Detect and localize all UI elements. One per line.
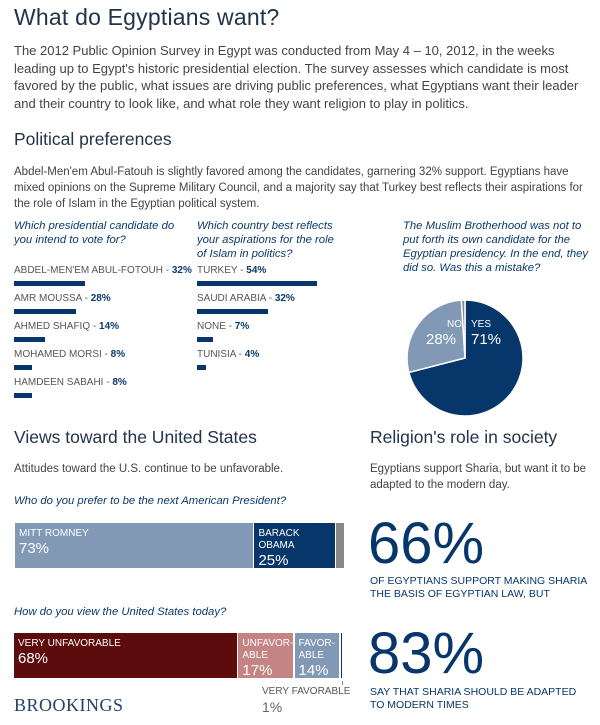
stacked-segment — [341, 633, 343, 678]
stacked-segment — [14, 633, 237, 678]
bar-value: 14% — [99, 321, 120, 332]
segment-name: VERY UNFAVORABLE — [18, 638, 121, 649]
bar — [197, 337, 213, 342]
bar-category: SAUDI ARABIA — [197, 293, 266, 304]
us-text: Attitudes toward the U.S. continue to be unfavorable. — [14, 463, 284, 475]
page-title: What do Egyptians want? — [14, 4, 280, 30]
segment-value: 73% — [19, 540, 50, 557]
segment-name: BARACK OBAMA — [258, 528, 300, 551]
bar-value: 32% — [171, 265, 192, 276]
stacked-segment — [254, 523, 335, 568]
segment-name: UNFAVOR-ABLE — [242, 638, 293, 661]
bar-value: 8% — [110, 349, 126, 360]
brotherhood-question: The Muslim Brotherhood was not to put forth its own candidate for the Egyptian presidency. In the end, they did so. Was this a mistake? — [403, 220, 589, 274]
bar-category: AMR MOUSSA — [14, 293, 82, 304]
bar — [14, 337, 45, 342]
bar-label: SAUDI ARABIA - 32% — [197, 293, 295, 304]
bar — [14, 365, 32, 370]
bar-value: 54% — [246, 265, 267, 276]
us-heading: Views toward the United States — [14, 427, 257, 447]
bar-category: TUNISIA — [197, 349, 236, 360]
country-question: Which country best reflects your aspirations for the role of Islam in politics? — [197, 220, 334, 260]
sharia-modern-caption: SAY THAT SHARIA SHOULD BE ADAPTED TO MODERN TIMES — [370, 686, 577, 711]
religion-text: Egyptians support Sharia, but want it to be adapted to the modern day. — [370, 463, 587, 491]
stacked-segment — [238, 633, 293, 678]
bar-value: 8% — [112, 377, 127, 388]
bar — [14, 281, 85, 286]
stacked-segment — [336, 523, 344, 568]
candidate-question: Which presidential candidate do you intend to vote for? — [14, 220, 175, 246]
intro-text: The 2012 Public Opinion Survey in Egypt was conducted from May 4 – 10, 2012, in the weeks leading up to Egypt's historic presidential election. The survey assesses which candidate is most favored by the public, what issues are driving public preferences, what Egyptians want their leader and their country to look like, and what role they want religion to play in politics. — [14, 43, 579, 111]
bar-label: AHMED SHAFIQ - 14% — [14, 321, 120, 332]
political-text: Abdel-Men'em Abul-Fatouh is slightly favored among the candidates, garnering 32% support. Egyptians have mixed opinions on the Supreme Military Council, and a majority say that Turkey best reflects their aspirations for the role of Islam in the Egyptian political system. — [14, 166, 583, 210]
religion-heading: Religion's role in society — [370, 427, 558, 447]
stacked-segment — [295, 633, 340, 678]
president-stacked-bar — [15, 523, 343, 568]
bar-category: AHMED SHAFIQ — [14, 321, 91, 332]
segment-value: 25% — [258, 552, 289, 568]
bar-label: ABDEL-MEN'EM ABUL-FOTOUH - 32% — [14, 265, 192, 276]
political-heading: Political preferences — [14, 129, 172, 149]
segment-name: MITT ROMNEY — [19, 528, 89, 539]
bar-label: TURKEY - 54% — [197, 265, 267, 276]
pie-yes-value: 71% — [471, 331, 502, 348]
segment-value: 17% — [242, 662, 273, 678]
bar-category: TURKEY — [197, 265, 238, 276]
sharia-modern-stat: 83% — [368, 621, 485, 686]
sharia-basis-caption: OF EGYPTIANS SUPPORT MAKING SHARIA THE BASIS OF EGYPTIAN LAW, BUT — [370, 575, 587, 600]
very-favorable-value: 1% — [262, 699, 283, 715]
bar-value: 4% — [244, 349, 260, 360]
stacked-segment — [15, 523, 253, 568]
bar — [197, 365, 206, 370]
bar — [14, 393, 32, 398]
president-question: Who do you prefer to be the next American President? — [14, 495, 287, 507]
bar-value: 32% — [274, 293, 295, 304]
pie-yes-label: YES — [471, 319, 492, 330]
bar-label: AMR MOUSSA - 28% — [14, 293, 111, 304]
segment-name: FAVOR-ABLE — [298, 638, 335, 661]
pie-no-value: 28% — [426, 331, 457, 348]
bar — [14, 309, 76, 314]
bar-value: 28% — [90, 293, 111, 304]
brotherhood-pie-chart — [405, 298, 525, 418]
bar — [197, 309, 268, 314]
bar-label: HAMDEEN SABAHI - 8% — [14, 377, 127, 388]
bar-category: ABDEL-MEN'EM ABUL-FOTOUH — [14, 265, 163, 276]
us-view-stacked-bar — [14, 633, 344, 678]
bar-category: NONE — [197, 321, 226, 332]
segment-value: 68% — [18, 650, 49, 667]
bar — [197, 281, 317, 286]
very-favorable-tick — [342, 681, 343, 685]
bar-value: 7% — [234, 321, 250, 332]
bar-label: NONE - 7% — [197, 321, 250, 332]
brookings-logo: BROOKINGS — [14, 695, 124, 715]
pie-no-label: NO — [447, 319, 462, 330]
very-favorable-label: VERY FAVORABLE — [262, 686, 351, 697]
bar-category: HAMDEEN SABAHI — [14, 377, 104, 388]
us-view-question: How do you view the United States today? — [14, 606, 227, 618]
sharia-basis-stat: 66% — [368, 511, 485, 576]
bar-label: TUNISIA - 4% — [197, 349, 260, 360]
bar-category: MOHAMED MORSI — [14, 349, 102, 360]
bar-label: MOHAMED MORSI - 8% — [14, 349, 126, 360]
segment-value: 14% — [298, 662, 329, 678]
